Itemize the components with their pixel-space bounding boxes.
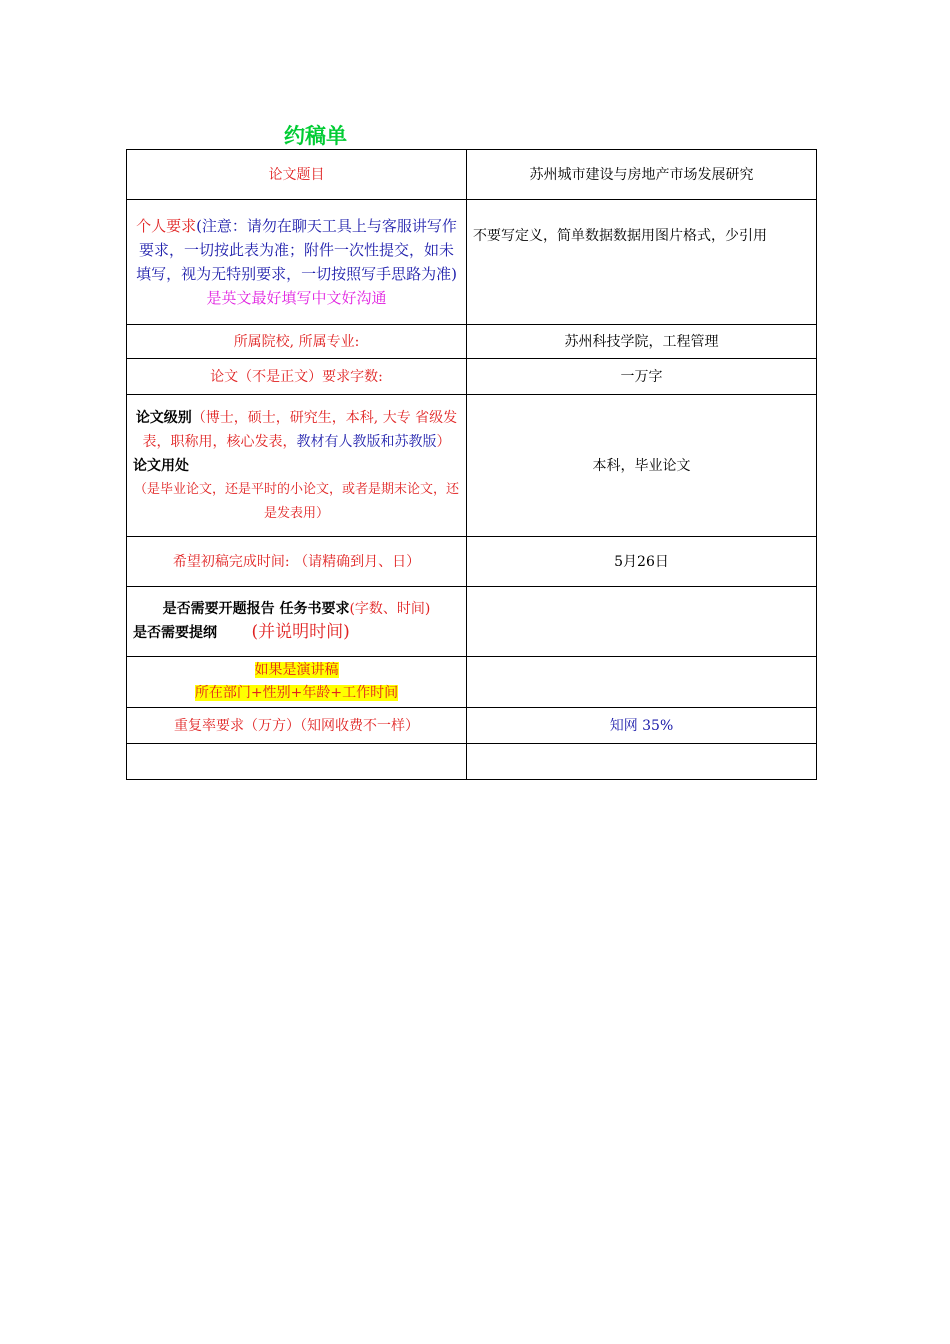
- label-personal-tip: 是英文最好填写中文好沟通: [206, 289, 387, 307]
- order-form-table: [126, 149, 817, 780]
- label-wordcount: 论文（不是正文）要求字数:: [127, 359, 467, 395]
- row-speech: [127, 657, 817, 708]
- row-school: [127, 325, 817, 359]
- report-block: [133, 598, 460, 621]
- label-deadline: 希望初稿完成时间: （请精确到月、日）: [127, 537, 467, 587]
- label-duplicate: 重复率要求（万方）（知网收费不一样）: [127, 708, 467, 744]
- row-topic: [127, 150, 817, 200]
- label-usage-title: 论文用处: [133, 457, 189, 474]
- label-outline-note: (并说明时间): [251, 622, 350, 642]
- label-topic: 论文题目: [127, 150, 467, 200]
- row-personal: [127, 200, 817, 325]
- label-personal-main: 个人要求: [136, 217, 197, 235]
- label-school: 所属院校, 所属专业:: [127, 325, 467, 359]
- label-blank: [127, 744, 467, 780]
- label-level-title: 论文级别: [135, 409, 192, 426]
- label-report-note: (字数、时间): [349, 601, 431, 617]
- label-level: [127, 395, 467, 537]
- label-level-close: ）: [436, 433, 451, 450]
- form-title: 约稿单: [284, 124, 347, 148]
- outline-block: [133, 621, 460, 645]
- label-personal: [127, 200, 467, 325]
- label-report-title: 是否需要开题报告 任务书要求: [162, 601, 350, 617]
- row-report: [127, 587, 817, 657]
- value-report: [467, 587, 817, 657]
- value-topic: 苏州城市建设与房地产市场发展研究: [467, 150, 817, 200]
- row-wordcount: [127, 359, 817, 395]
- label-speech-line2: 所在部门+性别+年龄+工作时间: [194, 685, 399, 701]
- value-personal: 不要写定义，简单数据数据用图片格式，少引用: [467, 200, 817, 325]
- row-duplicate: [127, 708, 817, 744]
- label-speech: [127, 657, 467, 708]
- value-blank: [467, 744, 817, 780]
- value-duplicate: 知网 35%: [467, 708, 817, 744]
- label-usage-desc: （是毕业论文，还是平时的小论文，或者是期末论文，还是发表用）: [133, 481, 459, 521]
- label-personal-note: (注意：请勿在聊天工具上与客服讲写作要求，一切按此表为准；附件一次性提交，如未填写，视为无特别要求，一切按照写手思路为准): [136, 217, 457, 283]
- label-outline-title: 是否需要提纲: [133, 625, 217, 641]
- label-report: [127, 587, 467, 657]
- level-block: [133, 406, 460, 454]
- value-deadline: 5月26日: [467, 537, 817, 587]
- label-level-textbook: 教材有人教版和苏教版: [296, 433, 437, 450]
- row-deadline: [127, 537, 817, 587]
- value-level: 本科，毕业论文: [467, 395, 817, 537]
- label-level-options: （博士，硕士，研究生，本科, 大专 省级发表，职称用，核心发表，: [142, 409, 458, 450]
- value-wordcount: 一万字: [467, 359, 817, 395]
- row-blank: [127, 744, 817, 780]
- label-speech-line1: 如果是演讲稿: [254, 662, 339, 678]
- value-school: 苏州科技学院，工程管理: [467, 325, 817, 359]
- value-speech: [467, 657, 817, 708]
- row-level: [127, 395, 817, 537]
